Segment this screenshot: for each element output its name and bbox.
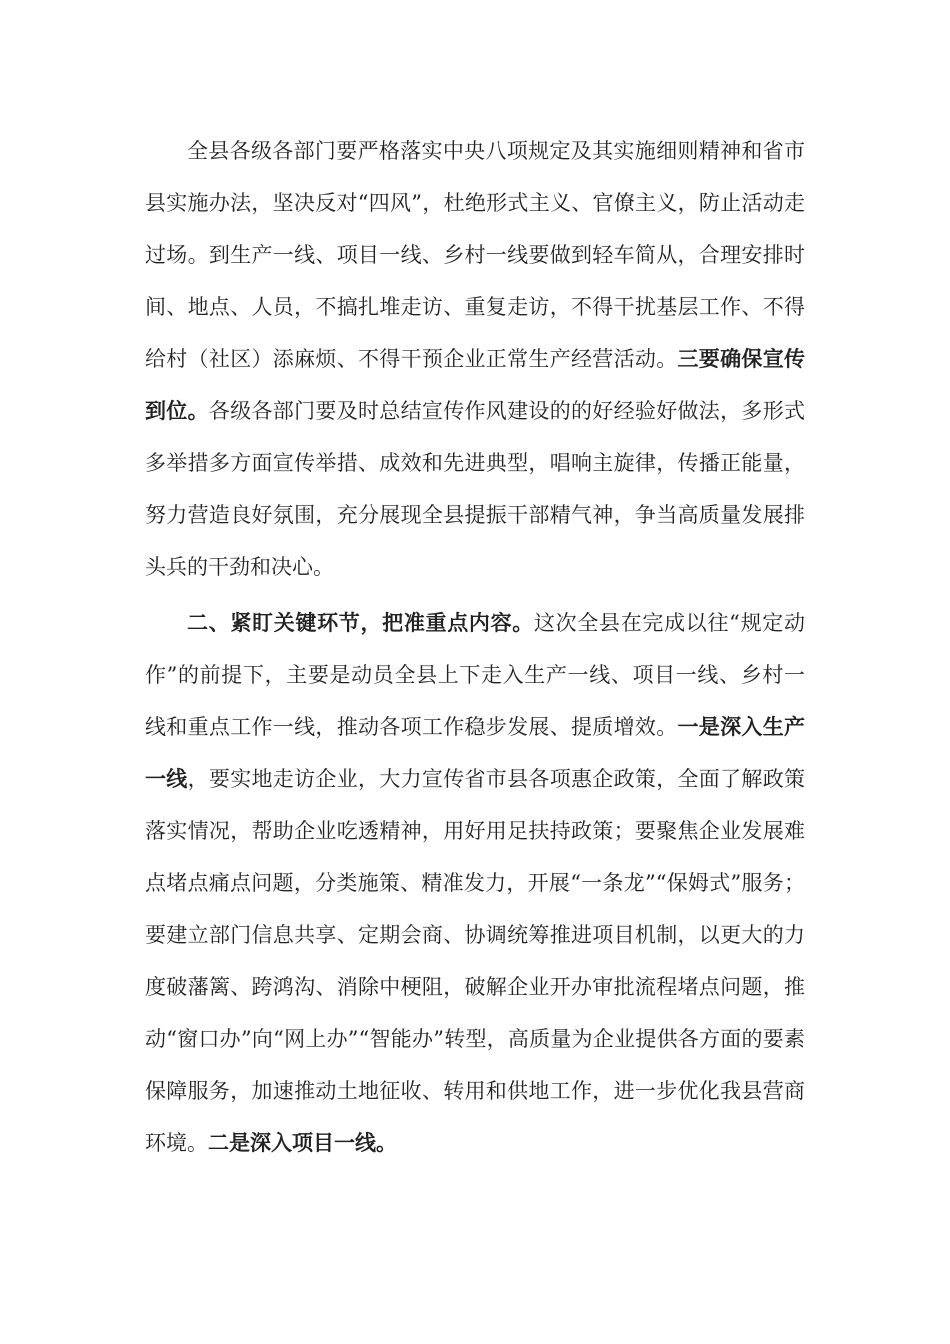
paragraph-2 [145,597,805,1169]
paragraph-1-text: 全县各级各部门要严格落实中央八项规定及其实施细则精神和省市县实施办法，坚决反对“四风”，杜绝形式主义、官僚主义，防止活动走过场。到生产一线、项目一线、乡村一线要做到轻车简从，合理安排时间、地点、人员，不搞扎堆走访、重复走访，不得干扰基层工作、不得给村（社区）添麻烦、不得干预企业正常生产经营活动。 [145,139,805,371]
section-heading: 二、紧盯关键环节，把准重点内容。 [187,611,534,635]
paragraph-1-text-continued: 各级各部门要及时总结宣传作风建设的的好经验好做法，多形式多举措多方面宣传举措、成效和先进典型，唱响主旋律，传播正能量，努力营造良好氛围，充分展现全县提振干部精气神，争当高质量发展排头兵的干劲和决心。 [145,399,806,579]
paragraph-1 [145,125,805,593]
point-two-heading: 二是深入项目一线。 [208,1131,397,1155]
paragraph-1-bold-heading: 三要确保宣传到位。 [145,347,805,423]
point-one-text: ，要实地走访企业，大力宣传省市县各项惠企政策，全面了解政策落实情况，帮助企业吃透精神，用好用足扶持政策；要聚焦企业发展难点堵点痛点问题，分类施策、精准发力，开展“一条龙”“保姆式”服务；要建立部门信息共享、定期会商、协调统筹推进项目机制，以更大的力度破藩篱、跨鸿沟、消除中梗阻，破解企业开办审批流程堵点问题，推动“窗口办”向“网上办”“智能办”转型，高质量为企业提供各方面的要素保障服务，加速推动土地征收、转用和供地工作，进一步优化我县营商环境。 [145,767,806,1155]
document-body [145,125,805,1169]
paragraph-2-text: 这次全县在完成以往“规定动作”的前提下，主要是动员全县上下走入生产一线、项目一线、乡村一线和重点工作一线，推动各项工作稳步发展、提质增效。 [145,611,805,739]
point-one-heading: 一是深入生产一线 [145,715,805,791]
